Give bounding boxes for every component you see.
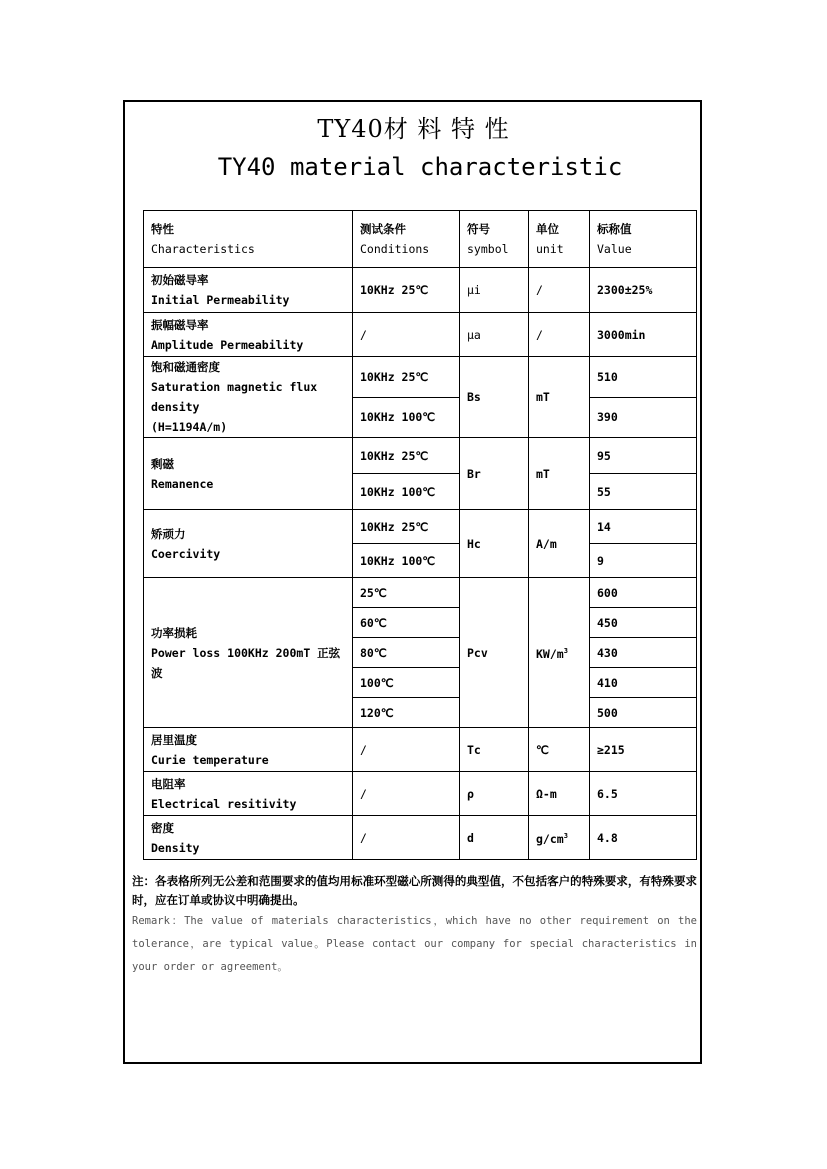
value-cell: 95 (590, 438, 697, 474)
characteristic-cell: 剩磁 Remanence (144, 438, 353, 510)
symbol-cell: Hc (460, 510, 529, 578)
value-cell: 430 (590, 638, 697, 668)
characteristic-cell: 功率损耗 Power loss 100KHz 200mT 正弦波 (144, 578, 353, 728)
condition-cell: 10KHz 100℃ (353, 397, 460, 438)
value-cell: 600 (590, 578, 697, 608)
value-cell: 4.8 (590, 816, 697, 860)
characteristic-cell: 初始磁导率 Initial Permeability (144, 268, 353, 313)
title-chinese: TY40材 料 特 性 (317, 115, 510, 143)
remarks (132, 872, 697, 979)
symbol-cell: Bs (460, 357, 529, 438)
condition-cell: 10KHz 25℃ (353, 438, 460, 474)
table-row (144, 816, 697, 860)
condition-cell: 100℃ (353, 668, 460, 698)
value-cell: ≥215 (590, 728, 697, 772)
condition-cell: / (353, 772, 460, 816)
condition-cell: / (353, 728, 460, 772)
value-cell: 390 (590, 397, 697, 438)
condition-cell: / (353, 816, 460, 860)
unit-cell: Ω-m (529, 772, 590, 816)
value-cell: 3000min (590, 313, 697, 357)
unit-cell: mT (529, 438, 590, 510)
table-row (144, 357, 697, 398)
unit-cell: $KW/m^3$ (529, 578, 590, 728)
unit-cell: mT (529, 357, 590, 438)
value-cell: 510 (590, 357, 697, 398)
value-cell: 500 (590, 698, 697, 728)
characteristic-cell: 密度 Density (144, 816, 353, 860)
table-header-row (144, 211, 697, 268)
condition-cell: 80℃ (353, 638, 460, 668)
characteristic-cell: 居里温度 Curie temperature (144, 728, 353, 772)
condition-cell: 120℃ (353, 698, 460, 728)
value-cell: 55 (590, 474, 697, 510)
characteristic-cell: 饱和磁通密度 Saturation magnetic flux density (H=1194A/m) (144, 357, 353, 438)
header-conditions: 测试条件 Conditions (353, 211, 460, 268)
unit-cell: A/m (529, 510, 590, 578)
table-row (144, 268, 697, 313)
value-cell: 6.5 (590, 772, 697, 816)
title-english: TY40 material characteristic (217, 153, 623, 181)
condition-cell: 10KHz 100℃ (353, 544, 460, 578)
condition-cell: 10KHz 25℃ (353, 510, 460, 544)
table-row (144, 313, 697, 357)
value-cell: 9 (590, 544, 697, 578)
unit-cell: $g/cm^3$ (529, 816, 590, 860)
condition-cell: 10KHz 25℃ (353, 357, 460, 398)
table-row (144, 438, 697, 474)
table-row (144, 578, 697, 608)
header-value: 标称值 Value (590, 211, 697, 268)
characteristic-cell: 矫顽力 Coercivity (144, 510, 353, 578)
symbol-cell: Br (460, 438, 529, 510)
unit-cell: / (529, 268, 590, 313)
table-row (144, 772, 697, 816)
condition-cell: 60℃ (353, 608, 460, 638)
value-cell: 2300±25% (590, 268, 697, 313)
symbol-cell: Pcv (460, 578, 529, 728)
symbol-cell: d (460, 816, 529, 860)
characteristic-cell: 振幅磁导率 Amplitude Permeability (144, 313, 353, 357)
remark-english: Remark：The value of materials characteristics，which have no other requirement on the tolerance，are typical value。Please contact our company for special characteristics in your order or agreement。 (132, 915, 697, 973)
symbol-cell: ρ (460, 772, 529, 816)
header-unit: 单位 unit (529, 211, 590, 268)
table-row (144, 510, 697, 544)
condition-cell: / (353, 313, 460, 357)
symbol-cell: μa (460, 313, 529, 357)
unit-cell: / (529, 313, 590, 357)
value-cell: 450 (590, 608, 697, 638)
symbol-cell: μi (460, 268, 529, 313)
condition-cell: 10KHz 100℃ (353, 474, 460, 510)
properties-table (143, 210, 697, 860)
unit-cell: ℃ (529, 728, 590, 772)
header-symbol: 符号 symbol (460, 211, 529, 268)
symbol-cell: Tc (460, 728, 529, 772)
header-characteristics: 特性 Characteristics (144, 211, 353, 268)
remark-chinese: 注：各表格所列无公差和范围要求的值均用标准环型磁心所测得的典型值，不包括客户的特殊要求，有特殊要求时，应在订单或协议中明确提出。 (132, 874, 697, 907)
table-row (144, 728, 697, 772)
value-cell: 14 (590, 510, 697, 544)
condition-cell: 25℃ (353, 578, 460, 608)
condition-cell: 10KHz 25℃ (353, 268, 460, 313)
characteristic-cell: 电阻率 Electrical resitivity (144, 772, 353, 816)
value-cell: 410 (590, 668, 697, 698)
